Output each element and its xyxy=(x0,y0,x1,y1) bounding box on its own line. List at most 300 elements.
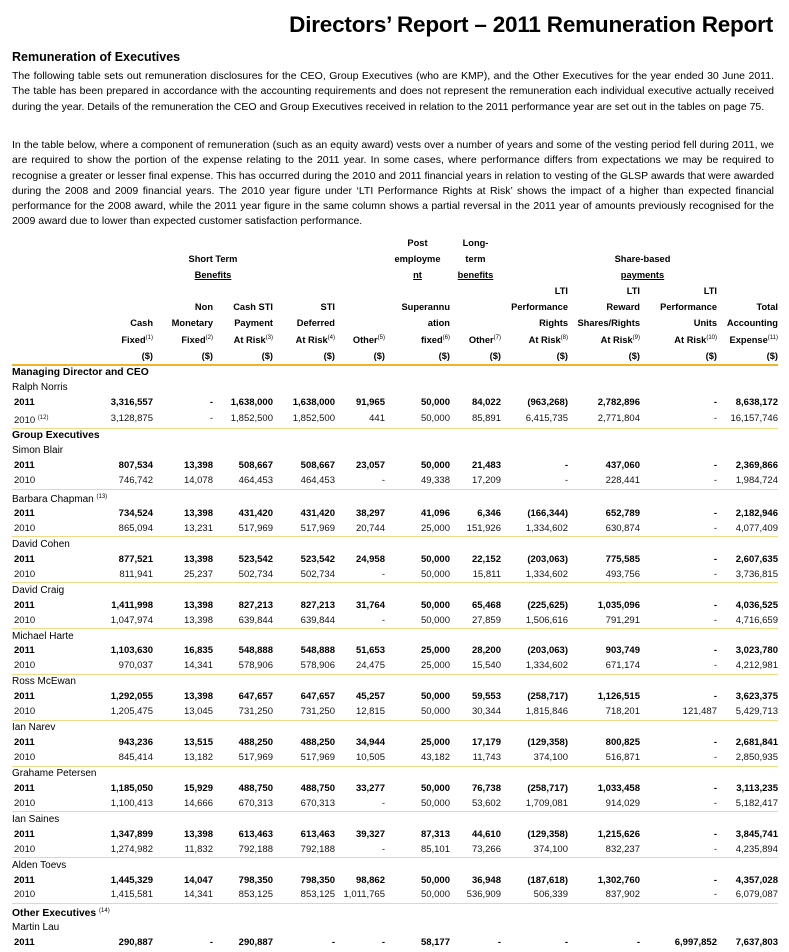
table-cell: 50,000 xyxy=(420,553,450,565)
executive-name xyxy=(12,537,778,552)
table-cell: 1,011,765 xyxy=(343,889,385,901)
table-body xyxy=(12,365,778,951)
table-cell: 73,266 xyxy=(471,843,501,855)
table-cell: 23,057 xyxy=(355,460,385,472)
table-cell: 6,079,087 xyxy=(735,889,778,901)
column-header-text xyxy=(640,299,717,315)
table-cell: 24,475 xyxy=(355,660,385,672)
table-cell: 1,334,602 xyxy=(525,568,568,580)
table-cell: - xyxy=(713,614,717,626)
executive-name-row xyxy=(12,921,778,936)
table-cell: 516,871 xyxy=(605,752,640,764)
table-cell: 1,047,974 xyxy=(110,614,153,626)
column-header-line: Deferred xyxy=(296,318,335,328)
group-header-long-term-line3: benefits xyxy=(457,270,494,280)
table-cell: 13,398 xyxy=(183,828,213,840)
table-cell: 6,997,852 xyxy=(674,937,717,949)
table-cell: 2,771,804 xyxy=(597,413,640,425)
footnote-ref: (12) xyxy=(37,414,49,421)
table-cell: 85,891 xyxy=(471,413,501,425)
table-row xyxy=(12,936,778,951)
table-cell: 53,602 xyxy=(471,797,501,809)
executive-name xyxy=(12,812,778,827)
table-cell: 2,607,635 xyxy=(735,553,778,565)
column-header-text xyxy=(153,331,213,348)
row-label-text: Managing Director and CEO xyxy=(12,367,149,379)
column-header-line: Fixed xyxy=(181,335,206,345)
row-label-text: 2011 xyxy=(14,874,35,886)
table-cell: 4,077,409 xyxy=(735,522,778,534)
table-cell: 798,350 xyxy=(238,874,273,886)
table-cell: 639,844 xyxy=(300,614,335,626)
table-cell: 1,035,096 xyxy=(597,599,640,611)
table-cell: 3,736,815 xyxy=(735,568,778,580)
year-label xyxy=(12,936,90,951)
table-cell: 45,257 xyxy=(355,691,385,703)
table-cell: 17,209 xyxy=(471,475,501,487)
group-header-post-employment-line2: employme xyxy=(394,254,441,264)
table-cell: (203,063) xyxy=(527,553,568,565)
table-cell: - xyxy=(713,889,717,901)
row-label-text: Ian Saines xyxy=(12,813,60,825)
table-cell: - xyxy=(381,797,385,809)
column-header-text xyxy=(335,315,385,331)
column-header-line: At Risk xyxy=(674,335,707,345)
table-cell: 50,000 xyxy=(420,568,450,580)
footnote-ref: (5) xyxy=(377,335,385,341)
table-cell: 3,845,741 xyxy=(735,828,778,840)
column-header-text xyxy=(90,331,153,348)
table-cell: 38,297 xyxy=(355,508,385,520)
table-row xyxy=(12,827,778,842)
table-cell: 1,415,581 xyxy=(110,889,153,901)
executive-name-row xyxy=(12,537,778,552)
column-unit: ($) xyxy=(640,348,717,365)
table-cell: 12,815 xyxy=(355,706,385,718)
table-row xyxy=(12,842,778,857)
table-cell: 970,037 xyxy=(118,660,153,672)
table-cell: - xyxy=(209,937,213,949)
row-label-text: Other Executives xyxy=(12,907,97,919)
column-header-text xyxy=(568,299,640,315)
table-cell: 441 xyxy=(369,413,385,425)
column-header-line: At Risk xyxy=(295,335,328,345)
column-header-line: LTI xyxy=(626,286,640,296)
table-cell: 76,738 xyxy=(471,782,501,794)
executive-name xyxy=(12,381,778,396)
table-cell: 50,000 xyxy=(420,599,450,611)
table-cell: 6,346 xyxy=(477,508,501,520)
table-cell: 13,182 xyxy=(183,752,213,764)
row-label-text: 2010 xyxy=(14,752,36,764)
table-cell: 50,000 xyxy=(420,706,450,718)
column-header-text xyxy=(213,331,273,348)
column-header-line: STI xyxy=(320,302,335,312)
year-label xyxy=(12,690,90,705)
column-header-line: Other xyxy=(468,335,494,345)
table-cell: 4,716,659 xyxy=(735,614,778,626)
row-label-text: 2010 xyxy=(14,843,36,855)
table-cell: 13,398 xyxy=(183,553,213,565)
table-cell: 506,339 xyxy=(533,889,568,901)
table-cell: - xyxy=(381,475,385,487)
column-header-row xyxy=(12,299,778,315)
group-heading-row xyxy=(12,365,778,381)
table-cell: 13,515 xyxy=(183,737,213,749)
executive-name xyxy=(12,674,778,689)
table-cell: 41,096 xyxy=(420,508,450,520)
table-cell: - xyxy=(713,843,717,855)
column-unit: ($) xyxy=(153,348,213,365)
column-header-text xyxy=(450,283,501,299)
row-label-text: 2011 xyxy=(14,737,35,749)
executive-name-row xyxy=(12,629,778,644)
column-header-line: Performance xyxy=(511,302,568,312)
table-cell: - xyxy=(564,937,568,949)
row-label-text: Ross McEwan xyxy=(12,676,76,688)
column-header-text xyxy=(335,331,385,348)
table-cell: 5,429,713 xyxy=(735,706,778,718)
column-header-text xyxy=(501,331,568,348)
executive-name-row xyxy=(12,583,778,598)
table-row xyxy=(12,507,778,522)
table-cell: 523,542 xyxy=(300,553,335,565)
column-header-text xyxy=(717,331,778,348)
executive-name xyxy=(12,921,778,936)
group-heading-row xyxy=(12,903,778,921)
column-header-text xyxy=(273,283,335,299)
table-cell: (129,358) xyxy=(527,737,568,749)
table-cell: 25,000 xyxy=(420,522,450,534)
footnote-ref: (10) xyxy=(706,335,717,341)
table-cell: 59,553 xyxy=(471,691,501,703)
table-cell: 39,327 xyxy=(355,828,385,840)
table-cell: 1,205,475 xyxy=(110,706,153,718)
table-cell: 13,045 xyxy=(183,706,213,718)
executive-name-row xyxy=(12,858,778,873)
table-cell: 25,000 xyxy=(420,660,450,672)
table-row xyxy=(12,888,778,903)
table-cell: - xyxy=(209,397,213,409)
table-cell: 775,585 xyxy=(605,553,640,565)
executive-name-row xyxy=(12,812,778,827)
column-header-text xyxy=(153,283,213,299)
column-header-row xyxy=(12,315,778,331)
table-cell: 16,157,746 xyxy=(730,413,778,425)
table-cell: 1,815,846 xyxy=(525,706,568,718)
table-cell: (129,358) xyxy=(527,828,568,840)
row-label-text: 2011 xyxy=(14,508,35,520)
table-row xyxy=(12,736,778,751)
table-cell: 34,944 xyxy=(355,737,385,749)
table-cell: 488,750 xyxy=(300,782,335,794)
column-header-text xyxy=(385,331,450,348)
table-cell: 578,906 xyxy=(238,660,273,672)
table-cell: - xyxy=(713,782,717,794)
row-label-text: 2010 xyxy=(14,568,36,580)
table-cell: 1,302,760 xyxy=(597,874,640,886)
table-cell: 488,250 xyxy=(238,737,273,749)
column-header-text xyxy=(717,315,778,331)
table-cell: 1,506,616 xyxy=(525,614,568,626)
table-cell: 151,926 xyxy=(466,522,501,534)
row-label-text: 2011 xyxy=(14,937,35,949)
row-label-text: 2011 xyxy=(14,782,35,794)
table-row xyxy=(12,552,778,567)
year-label xyxy=(12,736,90,751)
table-cell: 630,874 xyxy=(605,522,640,534)
year-label xyxy=(12,522,90,537)
group-heading xyxy=(12,903,778,921)
table-cell: - xyxy=(381,843,385,855)
column-header-line: Total xyxy=(756,302,778,312)
table-cell: 25,237 xyxy=(183,568,213,580)
table-cell: 25,000 xyxy=(420,737,450,749)
year-label xyxy=(12,781,90,796)
table-cell: 1,411,998 xyxy=(111,599,153,611)
group-header-long-term-line2: term xyxy=(465,254,486,264)
executive-name-row xyxy=(12,444,778,459)
table-cell: 33,277 xyxy=(355,782,385,794)
group-header-post-employment-line1: Post xyxy=(407,238,428,248)
column-header-text xyxy=(90,299,153,315)
column-header-text xyxy=(501,299,568,315)
table-cell: - xyxy=(564,460,568,472)
table-cell: - xyxy=(713,752,717,764)
table-cell: 85,101 xyxy=(420,843,450,855)
column-header-line: Shares/Rights xyxy=(577,318,640,328)
table-cell: 877,521 xyxy=(118,553,153,565)
table-cell: 464,453 xyxy=(300,475,335,487)
table-row xyxy=(12,781,778,796)
table-cell: 50,000 xyxy=(420,691,450,703)
column-header-text xyxy=(385,315,450,331)
row-label-text: David Cohen xyxy=(12,538,70,550)
table-cell: 1,215,626 xyxy=(597,828,640,840)
table-cell: 1,274,982 xyxy=(110,843,153,855)
table-cell: - xyxy=(381,568,385,580)
table-cell: - xyxy=(381,937,385,949)
table-cell: 13,231 xyxy=(183,522,213,534)
row-label-text: 2011 xyxy=(14,397,35,409)
table-cell: 827,213 xyxy=(238,599,273,611)
year-label xyxy=(12,507,90,522)
table-cell: 5,182,417 xyxy=(735,797,778,809)
table-cell: - xyxy=(331,937,335,949)
table-cell: 11,832 xyxy=(184,843,213,855)
table-cell: 36,948 xyxy=(471,874,501,886)
executive-name xyxy=(12,583,778,598)
table-row xyxy=(12,751,778,766)
table-cell: 3,623,375 xyxy=(735,691,778,703)
table-cell: 431,420 xyxy=(238,508,273,520)
remuneration-table xyxy=(12,235,778,951)
table-cell: 31,764 xyxy=(355,599,385,611)
year-label xyxy=(12,751,90,766)
table-cell: 11,743 xyxy=(472,752,501,764)
table-cell: 837,902 xyxy=(605,889,640,901)
table-cell: 639,844 xyxy=(238,614,273,626)
table-cell: - xyxy=(713,737,717,749)
table-cell: 65,468 xyxy=(471,599,501,611)
column-header-row xyxy=(12,331,778,348)
table-cell: 20,744 xyxy=(355,522,385,534)
table-cell: - xyxy=(713,645,717,657)
column-unit: ($) xyxy=(213,348,273,365)
row-label-text: Simon Blair xyxy=(12,445,64,457)
column-unit: ($) xyxy=(273,348,335,365)
row-label-text: 2010 xyxy=(14,706,36,718)
table-cell: 502,734 xyxy=(238,568,273,580)
table-cell: 4,235,894 xyxy=(735,843,778,855)
table-cell: 374,100 xyxy=(533,752,568,764)
year-label xyxy=(12,613,90,628)
column-header-line: Performance xyxy=(660,302,717,312)
table-row xyxy=(12,705,778,720)
table-cell: 508,667 xyxy=(300,460,335,472)
table-row xyxy=(12,613,778,628)
table-cell: 853,125 xyxy=(238,889,273,901)
row-label-text: Ralph Norris xyxy=(12,382,68,394)
column-header-text xyxy=(385,299,450,315)
year-label xyxy=(12,598,90,613)
table-cell: 15,929 xyxy=(183,782,213,794)
row-label-text: Ian Narev xyxy=(12,722,56,734)
table-cell: - xyxy=(713,460,717,472)
table-cell: 87,313 xyxy=(420,828,450,840)
table-cell: 1,638,000 xyxy=(292,397,335,409)
table-cell: 228,441 xyxy=(605,475,640,487)
row-label-text: 2010 xyxy=(14,614,36,626)
table-cell: - xyxy=(209,413,213,425)
row-label-text: 2010 xyxy=(14,660,36,672)
table-cell: (166,344) xyxy=(527,508,568,520)
table-cell: 14,666 xyxy=(183,797,213,809)
table-cell: 17,179 xyxy=(471,737,501,749)
table-cell: 488,250 xyxy=(300,737,335,749)
table-cell: 464,453 xyxy=(238,475,273,487)
table-cell: 718,201 xyxy=(605,706,640,718)
table-cell: 3,316,557 xyxy=(110,397,153,409)
executive-name xyxy=(12,629,778,644)
table-cell: 2,369,866 xyxy=(735,460,778,472)
table-cell: 1,334,602 xyxy=(525,522,568,534)
column-header-text xyxy=(717,299,778,315)
column-header-text xyxy=(273,331,335,348)
table-cell: - xyxy=(713,874,717,886)
table-cell: 51,653 xyxy=(355,645,385,657)
column-header-text xyxy=(501,315,568,331)
table-cell: 2,681,841 xyxy=(735,737,778,749)
table-cell: 50,000 xyxy=(420,460,450,472)
table-cell: 25,000 xyxy=(420,645,450,657)
group-header-share-based-line2: payments xyxy=(620,270,665,280)
year-label xyxy=(12,411,90,429)
table-cell: 943,236 xyxy=(118,737,153,749)
column-header-text xyxy=(501,283,568,299)
table-cell: 16,835 xyxy=(183,645,213,657)
table-cell: 488,750 xyxy=(238,782,273,794)
table-row xyxy=(12,459,778,474)
table-cell: 290,887 xyxy=(238,937,273,949)
column-header-text xyxy=(213,315,273,331)
column-header-text xyxy=(90,283,153,299)
row-label-text: Barbara Chapman xyxy=(12,493,94,505)
table-cell: 807,534 xyxy=(118,460,153,472)
column-header-line: Cash STI xyxy=(233,302,273,312)
row-label-text: Alden Toevs xyxy=(12,859,67,871)
column-header-text xyxy=(450,299,501,315)
column-header-line: Units xyxy=(693,318,717,328)
table-cell: 8,638,172 xyxy=(735,397,778,409)
row-label-text: David Craig xyxy=(12,584,65,596)
table-cell: 1,852,500 xyxy=(292,413,335,425)
group-heading xyxy=(12,428,778,443)
table-header xyxy=(12,235,778,365)
column-header-line: Monetary xyxy=(171,318,213,328)
table-cell: 578,906 xyxy=(300,660,335,672)
table-cell: - xyxy=(564,475,568,487)
year-label xyxy=(12,459,90,474)
column-header-text xyxy=(153,315,213,331)
table-cell: (203,063) xyxy=(527,645,568,657)
group-heading xyxy=(12,365,778,381)
year-label xyxy=(12,659,90,674)
table-cell: 13,398 xyxy=(183,599,213,611)
footnote-ref: (7) xyxy=(493,335,501,341)
table-cell: 437,060 xyxy=(605,460,640,472)
year-label xyxy=(12,396,90,411)
table-cell: 536,909 xyxy=(466,889,501,901)
column-header-text xyxy=(213,299,273,315)
table-cell: 792,188 xyxy=(300,843,335,855)
group-header-long-term-line1: Long- xyxy=(462,238,489,248)
table-cell: 1,445,329 xyxy=(110,874,153,886)
table-cell: 15,540 xyxy=(471,660,501,672)
column-unit: ($) xyxy=(717,348,778,365)
table-cell: 431,420 xyxy=(300,508,335,520)
row-label-text: 2010 xyxy=(14,475,36,487)
table-cell: 800,825 xyxy=(605,737,640,749)
table-cell: - xyxy=(713,475,717,487)
table-cell: - xyxy=(713,522,717,534)
table-cell: 1,100,413 xyxy=(110,797,153,809)
column-header-text xyxy=(640,315,717,331)
table-row xyxy=(12,796,778,811)
row-label-text: 2011 xyxy=(14,553,35,565)
footnote-ref: (11) xyxy=(767,335,778,341)
table-cell: 43,182 xyxy=(420,752,450,764)
table-cell: 3,113,235 xyxy=(736,782,778,794)
group-heading-row xyxy=(12,428,778,443)
table-cell: 517,969 xyxy=(238,522,273,534)
table-cell: 50,000 xyxy=(420,889,450,901)
table-cell: 91,965 xyxy=(355,397,385,409)
table-cell: 50,000 xyxy=(420,614,450,626)
table-cell: 14,341 xyxy=(183,889,213,901)
table-row xyxy=(12,873,778,888)
intro-paragraph-2: In the table below, where a component of remuneration (such as an equity award) vests over a number of years and some of the vesting period fell during 2011, we are required to show the portion of the expense relating to the 2011 year. In some cases, where performance differs from expectations we may be required to recognise a greater or lesser final expense. This has occurred during the 2010 and 2011 financial years in relation to vesting of the GLSP awards that were awarded during the 2008 and 2009 financial years. The 2010 year figure under ‘LTI Performance Rights at Risk’ shows the impact of a higher than expected financial performance for the 2008 award, while the 2011 year figure in the same column shows a partial reversal in the 2011 year of amounts previously recognised for the 2009 award due to lower than expected customer satisfaction performance. xyxy=(12,139,774,228)
table-cell: 523,542 xyxy=(238,553,273,565)
footnote-ref: (8) xyxy=(560,335,568,341)
footnote-ref: (3) xyxy=(265,335,273,341)
table-cell: - xyxy=(713,691,717,703)
table-cell: 652,789 xyxy=(605,508,640,520)
table-cell: 517,969 xyxy=(238,752,273,764)
row-label-text: 2011 xyxy=(14,645,35,657)
year-label xyxy=(12,644,90,659)
executive-name-row xyxy=(12,381,778,396)
